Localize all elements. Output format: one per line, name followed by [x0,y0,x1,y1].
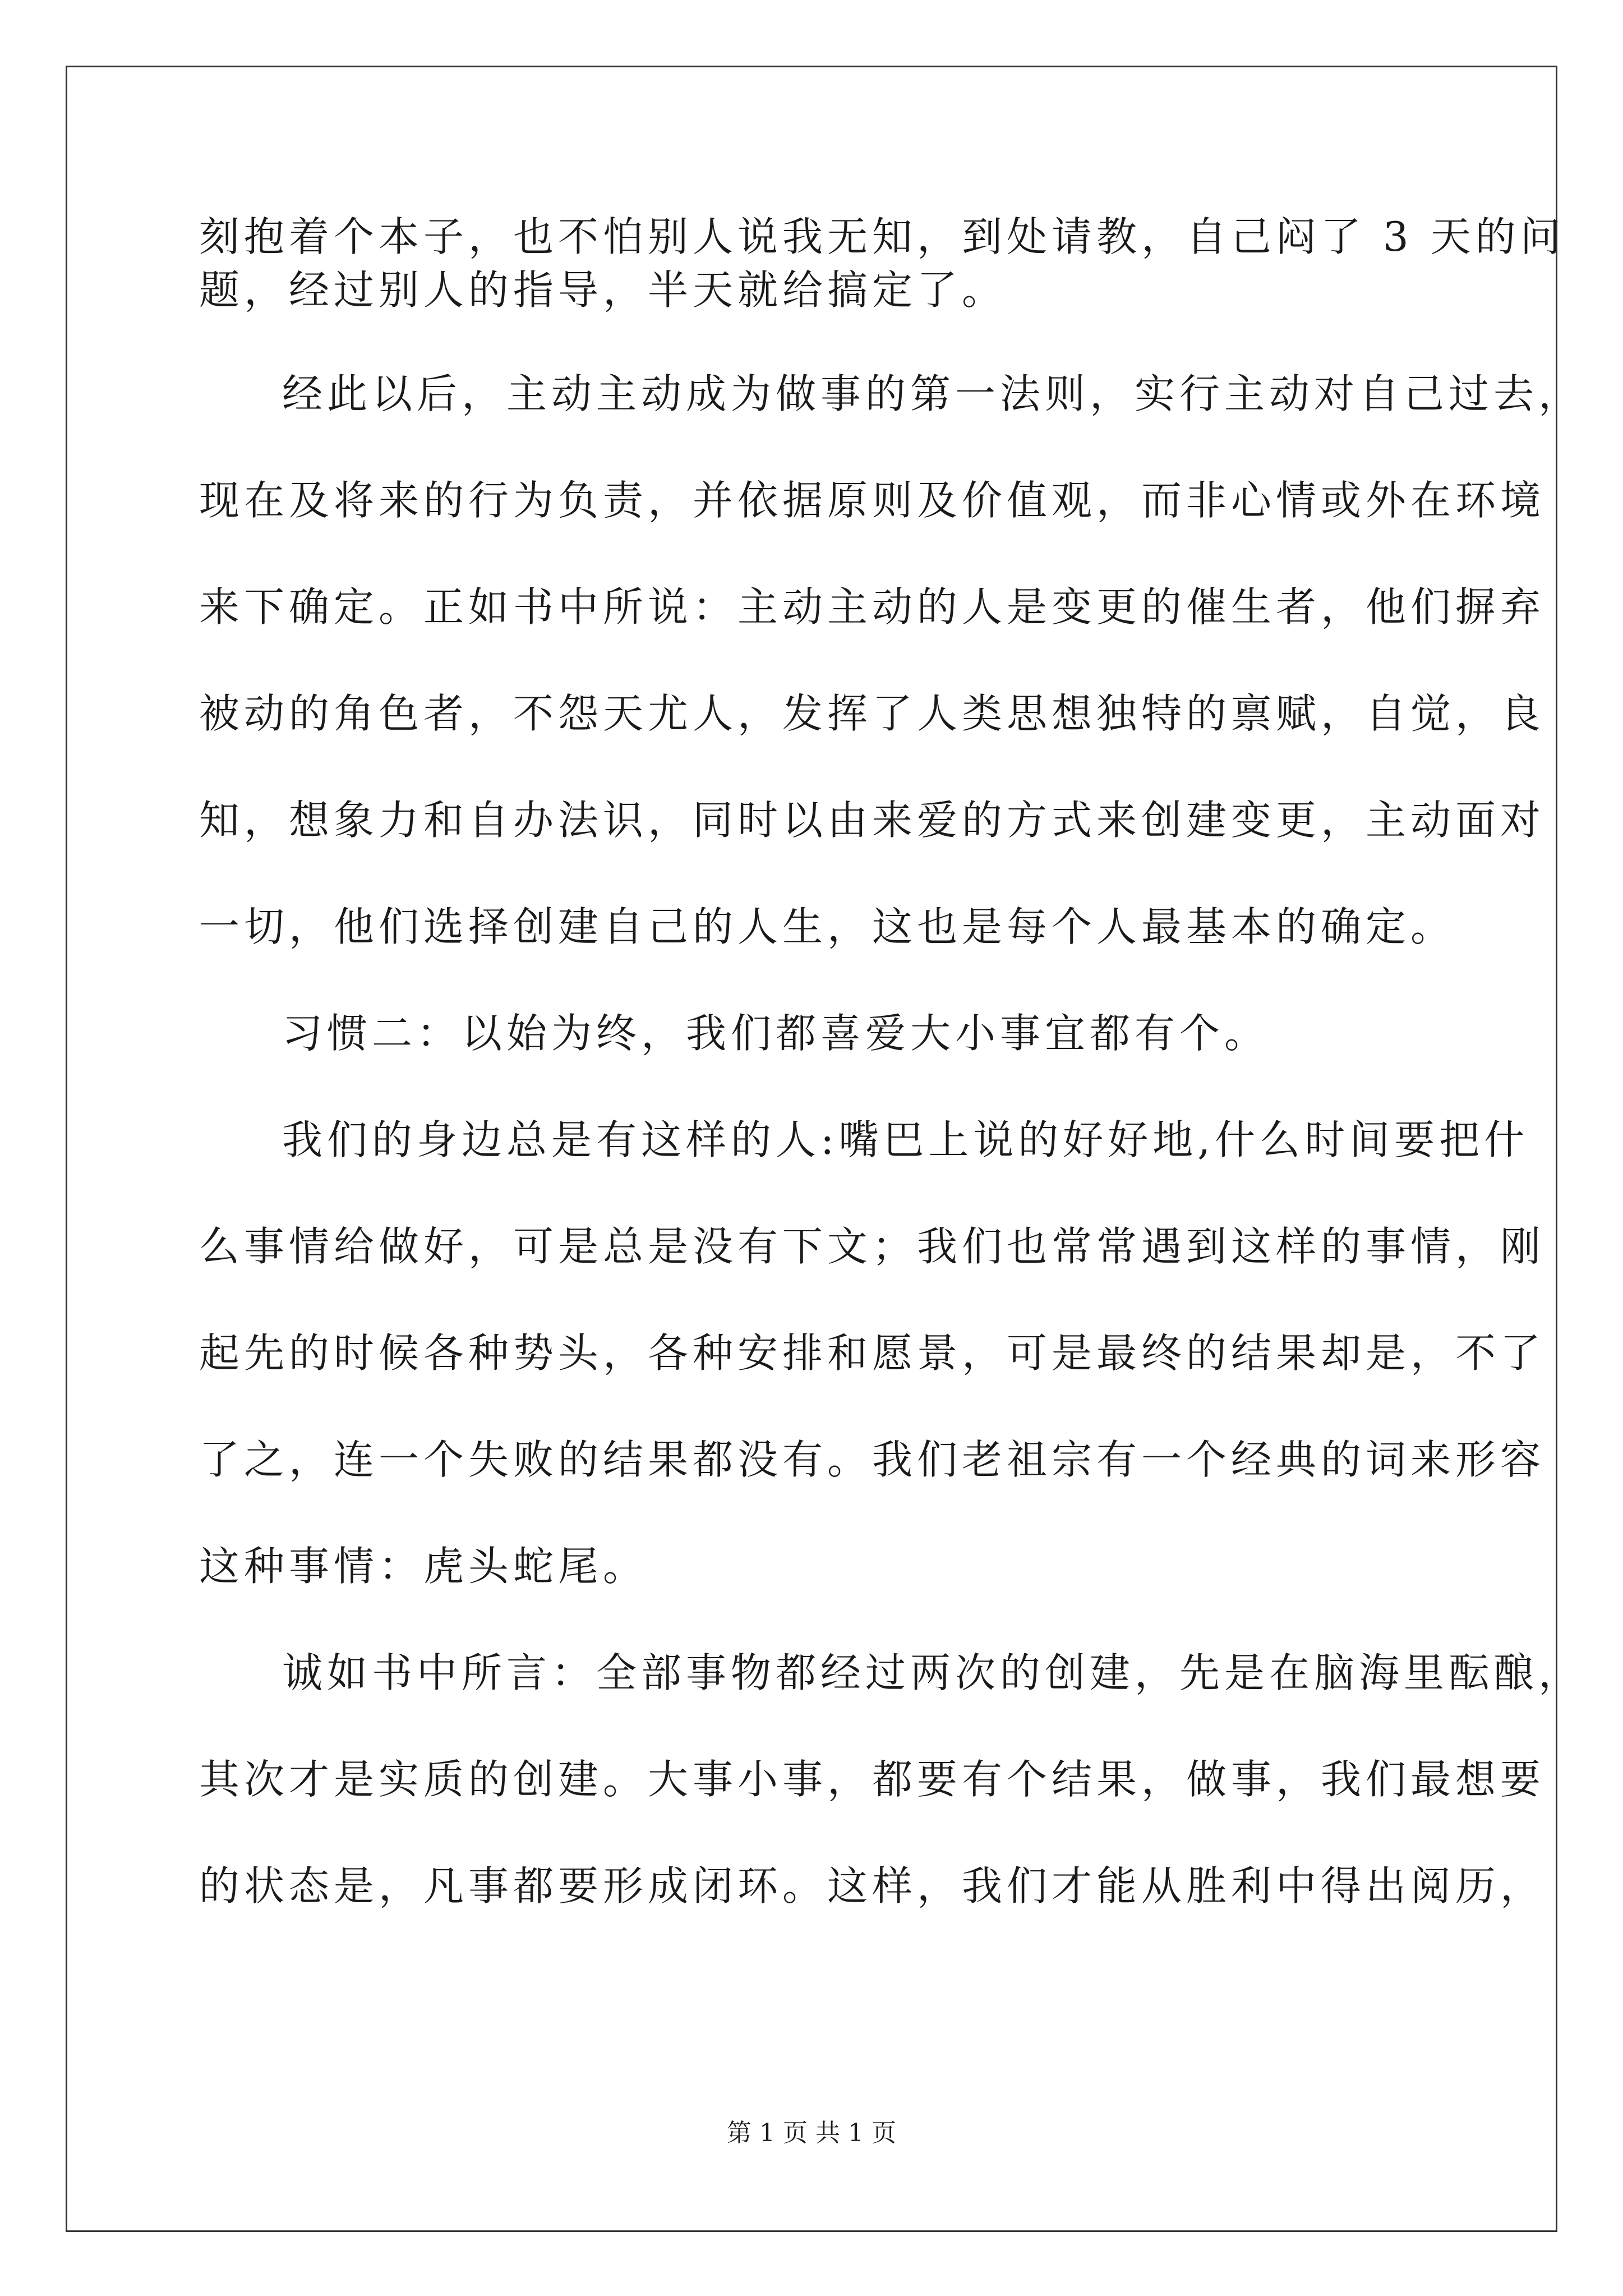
paragraph-1 [199,210,1565,317]
text-line: 习惯二：以始为终，我们都喜爱大小事宜都有个。 [282,1010,1270,1057]
text-line: 了之，连一个失败的结果都没有。我们老祖宗有一个经典的词来形容 [199,1436,1546,1483]
document-body [199,210,1584,1913]
paragraph-4 [199,1114,1546,1593]
text-line: 其次才是实质的创建。大事小事，都要有个结果，做事，我们最想要 [199,1756,1546,1803]
paragraph-3 [199,1007,1422,1060]
text-line: 起先的时候各种势头，各种安排和愿景，可是最终的结果却是，不了 [199,1329,1546,1377]
text-line: 现在及将来的行为负责，并依据原则及价值观，而非心情或外在环境 [199,477,1546,524]
text-line: 么事情给做好，可是总是没有下文；我们也常常遇到这样的事情，刚 [199,1223,1546,1270]
text-line: 我们的身边总是有这样的人:嘴巴上说的好好地,什么时间要把什 [282,1116,1529,1163]
text-line: 这种事情：虎头蛇尾。 [199,1543,648,1590]
text-line: 诚如书中所言：全部事物都经过两次的创建，先是在脑海里酝酿， [282,1649,1584,1696]
paragraph-2 [199,367,1584,954]
text-line: 题，经过别人的指导，半天就给搞定了。 [199,266,1007,314]
text-line: 一切，他们选择创建自己的人生，这也是每个人最基本的确定。 [199,903,1456,950]
text-line: 被动的角色者，不怨天尤人，发挥了人类思想独特的禀赋，自觉，良 [199,690,1546,737]
text-line: 来下确定。正如书中所说：主动主动的人是变更的催生者，他们摒弃 [199,583,1546,631]
text-line: 知，想象力和自办法识，同时以由来爱的方式来创建变更，主动面对 [199,797,1546,844]
page-number-footer: 第 1 页 共 1 页 [727,2119,896,2147]
text-line: 经此以后，主动主动成为做事的第一法则，实行主动对自己过去， [282,370,1584,417]
text-line: 的状态是，凡事都要形成闭环。这样，我们才能从胜利中得出阅历， [199,1862,1546,1910]
paragraph-5 [199,1646,1584,1913]
text-line: 刻抱着个本子，也不怕别人说我无知，到处请教，自己闷了 3 天的问 [199,213,1565,260]
